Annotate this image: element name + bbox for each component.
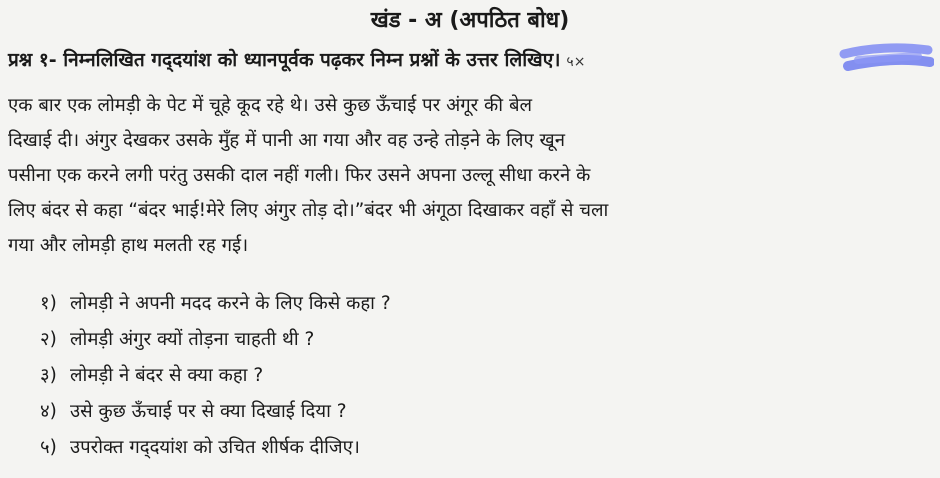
question-text: लोमड़ी ने बंदर से क्या कहा ? (70, 365, 264, 386)
question-number: १) (40, 293, 57, 314)
question-item (40, 322, 920, 358)
passage-line: दिखाई दी। अंगुर देखकर उसके मुँह में पानी आ गया और वह उन्हे तोड़ने के लिए खून (8, 130, 565, 151)
question-item (40, 286, 920, 322)
question-list (40, 286, 920, 466)
passage (8, 88, 933, 263)
question-text: लोमड़ी अंगुर क्यों तोड़ना चाहती थी ? (70, 329, 315, 350)
question-item (40, 394, 920, 430)
question-text: उपरोक्त गद्‌दयांश को उचित शीर्षक दीजिए। (70, 437, 360, 458)
question-item (40, 358, 920, 394)
marks-label: ५× (566, 54, 586, 70)
question-number: ३) (40, 365, 57, 386)
passage-line: पसीना एक करने लगी परंतु उसकी दाल नहीं गली। फिर उसने अपना उल्लू सीधा करने के (8, 165, 591, 186)
question-text: उसे कुछ ऊँचाई पर से क्या दिखाई दिया ? (70, 401, 347, 422)
question-number: ५) (40, 437, 57, 458)
question-number: २) (40, 329, 57, 350)
highlighter-scribble (838, 40, 934, 78)
passage-line: एक बार एक लोमड़ी के पेट में चूहे कूद रहे थे। उसे कुछ ऊँचाई पर अंगूर की बेल (8, 95, 533, 116)
section-title: खंड - अ (अपठित बोध) (370, 8, 570, 33)
question-number: ४) (40, 401, 57, 422)
question-heading (8, 46, 928, 76)
question-heading-text: प्रश्न १- निम्नलिखित गद्‌दयांश को ध्यानपूर्वक पढ़कर निम्न प्रश्नों के उत्तर लिखिए। (8, 49, 561, 71)
passage-line: लिए बंदर से कहा “बंदर भाई!मेरे लिए अंगुर तोड़ दो।”बंदर भी अंगूठा दिखाकर वहाँ से चला (8, 200, 609, 221)
question-text: लोमड़ी ने अपनी मदद करने के लिए किसे कहा ? (70, 293, 391, 314)
passage-line: गया और लोमड़ी हाथ मलती रह गई। (8, 235, 249, 256)
question-item (40, 430, 920, 466)
